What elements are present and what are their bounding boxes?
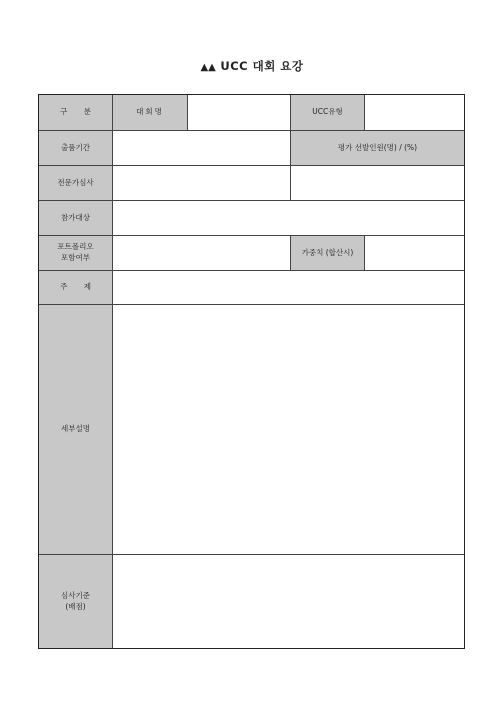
criteria-label xyxy=(39,554,112,648)
details-field[interactable] xyxy=(112,304,464,554)
theme-label: 주 제 xyxy=(39,270,112,304)
eligibility-label: 참가대상 xyxy=(39,200,112,235)
eligibility-field[interactable] xyxy=(112,200,464,235)
portfolio-label xyxy=(39,235,112,270)
weight-label: 가중치 (합산시) xyxy=(290,235,364,270)
period-label: 출품기간 xyxy=(39,130,112,165)
period-field[interactable] xyxy=(112,130,290,165)
contest-outline-form xyxy=(38,94,465,649)
details-label: 세부설명 xyxy=(39,304,112,554)
page-title-text: UCC 대회 요강 xyxy=(220,59,304,73)
eval-selection-label: 평가 선발인원(명) / (%) xyxy=(290,130,464,165)
criteria-label-line1: 심사기준 xyxy=(61,590,90,600)
contest-name-label: 대회명 xyxy=(112,95,187,130)
ucc-type-field[interactable] xyxy=(364,95,464,130)
criteria-field[interactable] xyxy=(112,554,464,648)
expert-judges-label: 전문가심사 xyxy=(39,165,112,200)
page-title xyxy=(0,58,504,74)
triangle-icon: ▲▲ xyxy=(200,62,216,73)
portfolio-label-line2: 포함여부 xyxy=(61,253,90,262)
eval-selection-field[interactable] xyxy=(290,165,464,200)
ucc-type-label: UCC유형 xyxy=(290,95,364,130)
criteria-label-line2: (배점) xyxy=(65,601,86,611)
weight-field[interactable] xyxy=(364,235,464,270)
category-label: 구 분 xyxy=(39,95,112,130)
contest-name-field[interactable] xyxy=(187,95,290,130)
expert-judges-field[interactable] xyxy=(112,165,290,200)
theme-field[interactable] xyxy=(112,270,464,304)
portfolio-field[interactable] xyxy=(112,235,290,270)
portfolio-label-line1: 포트폴리오 xyxy=(57,242,94,252)
